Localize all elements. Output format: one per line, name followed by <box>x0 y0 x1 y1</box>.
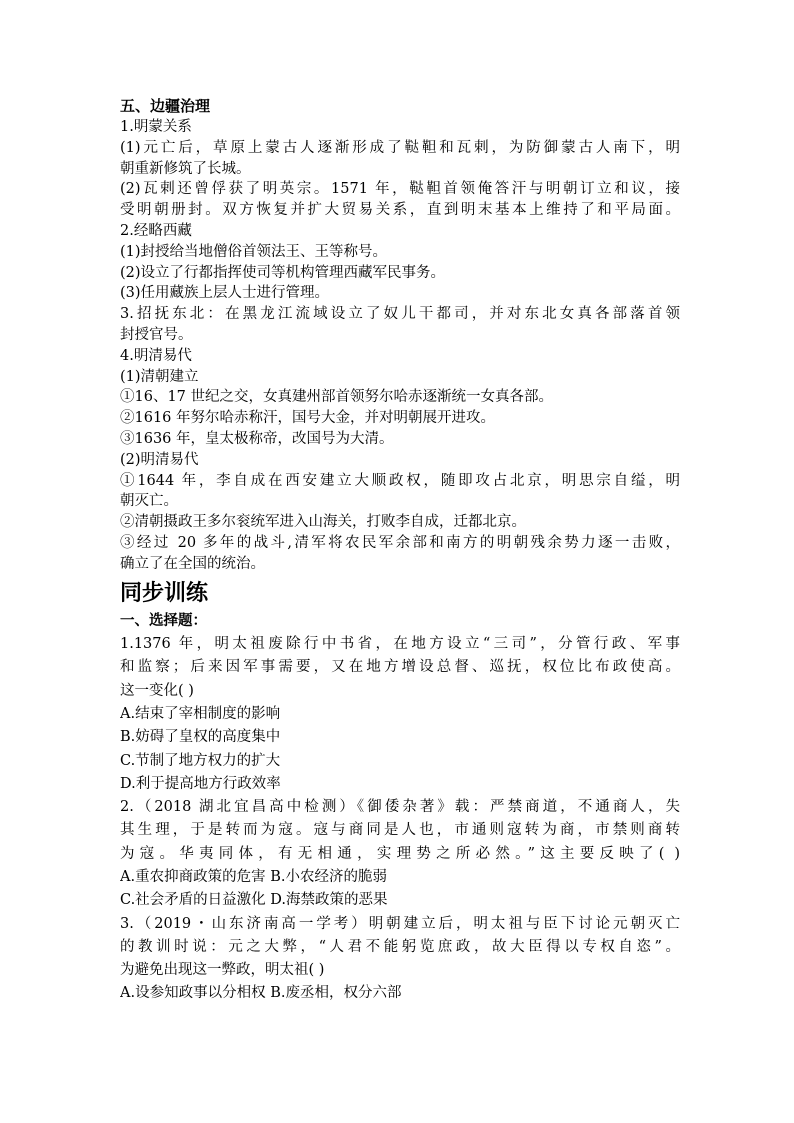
question-line: 3.（2019・山东济南高一学考）明朝建立后，明太祖与臣下讨论元朝灭亡 <box>120 915 680 932</box>
text-line: ①16、17 世纪之交，女真建州部首领努尔哈赤逐渐统一女真各部。 <box>120 389 554 406</box>
section-heading: 五、边疆治理 <box>120 97 211 115</box>
option-row: A.设参知政事以分相权 B.废丞相，权分六部 <box>120 985 402 1002</box>
text-line: (2)明清易代 <box>120 451 199 468</box>
text-line: (2)设立了行都指挥使司等机构管理西藏军民事务。 <box>120 264 446 281</box>
document-page <box>120 96 680 1004</box>
option-a: A.结束了宰相制度的影响 <box>120 705 281 722</box>
option-b: B.妨碍了皇权的高度集中 <box>120 729 281 746</box>
question-line: 这一变化( ) <box>120 682 194 699</box>
question-line: 其生理，于是转而为寇。寇与商同是人也，市通则寇转为商，市禁则商转 <box>120 822 680 839</box>
text-line: ①1644 年，李自成在西安建立大顺政权，随即攻占北京，明思宗自缢，明 <box>120 472 680 489</box>
question-line: 和监察；后来因军事需要，又在地方增设总督、巡抚，权位比布政使高。 <box>120 659 680 676</box>
text-line: 朝灭亡。 <box>120 493 178 510</box>
text-line: (1)元亡后，草原上蒙古人逐渐形成了鞑靼和瓦剌，为防御蒙古人南下，明 <box>120 139 680 156</box>
text-line: 4.明清易代 <box>120 347 192 364</box>
question-line: 为避免出现这一弊政，明太祖( ) <box>120 962 325 979</box>
option-row: A.重农抑商政策的危害 B.小农经济的脆弱 <box>120 869 387 885</box>
text-line: 朝重新修筑了长城。 <box>120 160 251 177</box>
option-row: C.社会矛盾的日益激化 D.海禁政策的恶果 <box>120 892 388 909</box>
frontier-section <box>120 117 680 575</box>
text-line: ③1636 年，皇太极称帝，改国号为大清。 <box>120 430 394 447</box>
option-d: D.利于提高地方行政效率 <box>120 775 281 792</box>
text-line: ②清朝摄政王多尔衮统军进入山海关，打败李自成，迁都北京。 <box>120 514 526 531</box>
text-line: 1.明蒙关系 <box>120 119 192 135</box>
option-c: C.节制了地方权力的扩大 <box>120 752 281 769</box>
question-1 <box>120 634 680 795</box>
question-2 <box>120 797 680 911</box>
text-line: (3)任用藏族上层人士进行管理。 <box>120 285 330 302</box>
text-line: ②1616 年努尔哈赤称汗，国号大金，并对明朝展开进攻。 <box>120 410 496 427</box>
text-line: 3.招抚东北：在黑龙江流域设立了奴儿干都司，并对东北女真各部落首领 <box>120 306 680 323</box>
question-line: 1.1376 年，明太祖废除行中书省，在地方设立“三司”，分管行政、军事 <box>120 636 680 653</box>
text-line: ③经过 20 多年的战斗,清军将农民军余部和南方的明朝残余势力逐一击败， <box>120 534 680 551</box>
question-3 <box>120 914 680 1005</box>
text-line: (2)瓦剌还曾俘获了明英宗。1571 年，鞑靼首领俺答汗与明朝订立和议，接 <box>120 181 680 198</box>
practice-heading: 同步训练 <box>120 580 209 606</box>
text-line: 2.经略西藏 <box>120 222 192 239</box>
question-line: 2.（2018 湖北宜昌高中检测）《御倭杂著》载：严禁商道，不通商人，失 <box>120 799 680 816</box>
text-line: 封授官号。 <box>120 326 193 343</box>
text-line: 受明朝册封。双方恢复并扩大贸易关系，直到明末基本上维持了和平局面。 <box>120 202 680 219</box>
text-line: 确立了在全国的统治。 <box>120 555 265 572</box>
choice-heading: 一、选择题： <box>120 612 207 629</box>
text-line: (1)封授给当地僧俗首领法王、王等称号。 <box>120 243 388 260</box>
text-line: (1)清朝建立 <box>120 368 199 385</box>
question-line: 为寇。华夷同体，有无相通，实理势之所必然。”这主要反映了( ) <box>120 845 680 862</box>
question-line: 的教训时说：元之大弊，“人君不能躬览庶政，故大臣得以专权自恣”。 <box>120 938 680 955</box>
